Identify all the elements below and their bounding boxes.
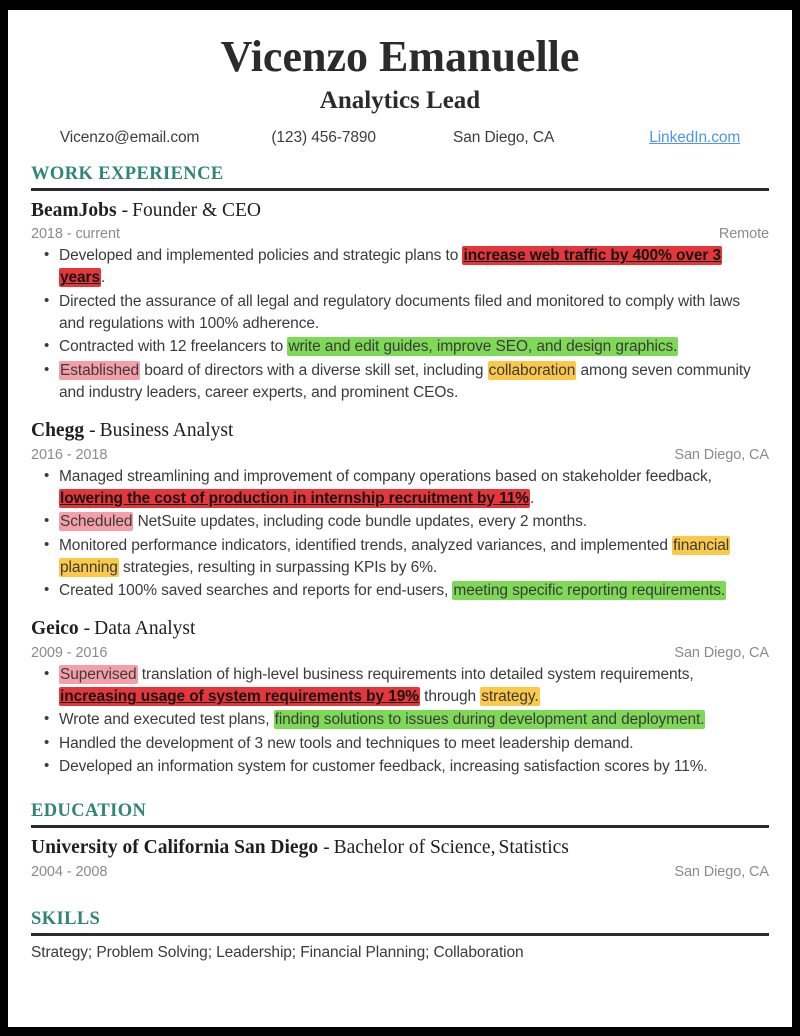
job-meta-row [31, 645, 769, 661]
job-company: Geico [31, 618, 79, 640]
job-bullet-list [31, 245, 769, 404]
section-divider [31, 933, 769, 936]
job-separator: - [83, 618, 91, 640]
section-divider [31, 188, 769, 191]
contact-linkedin-link[interactable]: LinkedIn.com [649, 128, 741, 146]
job-heading [31, 419, 769, 443]
education-separator: - [323, 837, 330, 859]
job-location: San Diego, CA [674, 644, 769, 661]
job-company: BeamJobs [31, 199, 117, 221]
candidate-job-title: Analytics Lead [319, 86, 481, 114]
highlight-green: meeting specific reporting requirements. [453, 582, 726, 600]
job-location: San Diego, CA [674, 446, 769, 463]
contact-phone[interactable]: (123) 456-7890 [271, 128, 376, 146]
contact-location: San Diego, CA [452, 128, 555, 146]
work-job-entry [31, 617, 769, 778]
highlight-pink: Scheduled [60, 513, 133, 531]
education-degree: Bachelor of Science, [333, 837, 496, 859]
job-heading [31, 199, 769, 223]
job-dates: 2018 - current [31, 226, 120, 242]
education-heading [31, 836, 769, 860]
bullet-item: • Directed the assurance of all legal and regulatory documents filed and monitored to comply with laws and regulations with 100% adherence. [31, 291, 769, 336]
job-location: Remote [718, 226, 769, 242]
contact-email[interactable]: Vicenzo@email.com [59, 128, 200, 146]
job-heading [31, 617, 769, 641]
education-school: University of California San Diego [31, 837, 319, 859]
job-role: Data Analyst [94, 618, 196, 640]
resume-page [8, 10, 792, 1027]
section-work-experience [31, 164, 769, 779]
bullet-item: • Established board of directors with a diverse skill set, including collaboration among seven community and industry leaders, career experts, and prominent CEOs. [31, 360, 769, 405]
section-spacer [31, 780, 769, 801]
bullet-item: • Developed and implemented policies and strategic plans to increase web traffic by 400% over 3 years. [31, 245, 769, 290]
bullet-item: • Handled the development of 3 new tools and techniques to meet leadership demand. [31, 733, 769, 755]
work-job-entry [31, 419, 769, 602]
job-bullet-list [31, 664, 769, 779]
highlight-yellow: strategy. [481, 688, 539, 706]
bullet-item: • Supervised translation of high-level business requirements into detailed system requirements, increasing usage of system requirements by 19% through strategy. [31, 664, 769, 709]
candidate-name: Vicenzo Emanuelle [220, 32, 580, 81]
job-dates: 2009 - 2016 [31, 644, 108, 661]
job-dates: 2016 - 2018 [31, 446, 108, 463]
section-title-education: EDUCATION [31, 801, 147, 822]
bullet-item: • Managed streamlining and improvement of company operations based on stakeholder feedback, lowering the cost of production in internship recruitment by 11%. [31, 466, 769, 511]
job-meta-row [31, 447, 769, 463]
job-separator: - [121, 199, 129, 221]
highlight-red: lowering the cost of production in internship recruitment by 11% [60, 489, 529, 507]
bullet-item: • Created 100% saved searches and reports for end-users, meeting specific reporting requirements. [31, 580, 769, 602]
job-bullet-list [31, 466, 769, 603]
education-entry-list [31, 836, 769, 879]
education-major: Statistics [498, 837, 569, 859]
highlight-red: increasing usage of system requirements by 19% [60, 688, 419, 706]
highlight-yellow: financial planning [60, 536, 730, 576]
education-dates: 2004 - 2008 [31, 863, 108, 880]
job-role: Founder & CEO [132, 199, 262, 221]
highlight-green: finding solutions to issues during development and deployment. [274, 711, 705, 729]
job-separator: - [89, 420, 96, 442]
education-meta-row [31, 864, 769, 880]
section-title-skills: SKILLS [31, 908, 101, 929]
bullet-item: • Developed an information system for customer feedback, increasing satisfaction scores by 11%. [31, 756, 769, 778]
highlight-pink: Established [60, 361, 140, 379]
job-company: Chegg [31, 420, 85, 442]
job-meta-row [31, 226, 769, 242]
section-skills [31, 909, 769, 962]
highlight-pink: Supervised [60, 665, 137, 683]
skills-list: Strategy; Problem Solving; Leadership; Financial Planning; Collaboration [31, 943, 524, 961]
contact-row [31, 129, 769, 147]
resume-header [31, 34, 769, 147]
highlight-yellow: collaboration [488, 361, 576, 379]
bullet-item: • Monitored performance indicators, identified trends, analyzed variances, and implemented financial planning strategies, resulting in surpassing KPIs by 6%. [31, 535, 769, 580]
bullet-item: • Wrote and executed test plans, finding solutions to issues during development and deployment. [31, 709, 769, 731]
highlight-green: write and edit guides, improve SEO, and design graphics. [288, 338, 678, 356]
education-entry [31, 836, 769, 879]
job-role: Business Analyst [99, 420, 234, 442]
bullet-item: • Scheduled NetSuite updates, including code bundle updates, every 2 months. [31, 511, 769, 533]
highlight-red: increase web traffic by 400% over 3 years [60, 247, 722, 287]
section-divider [31, 825, 769, 828]
section-title-work-experience: WORK EXPERIENCE [31, 163, 224, 184]
bullet-item: • Contracted with 12 freelancers to write and edit guides, improve SEO, and design graphics. [31, 336, 769, 358]
work-job-entry [31, 199, 769, 405]
section-education [31, 801, 769, 879]
work-job-list [31, 199, 769, 779]
education-location: San Diego, CA [674, 863, 769, 880]
